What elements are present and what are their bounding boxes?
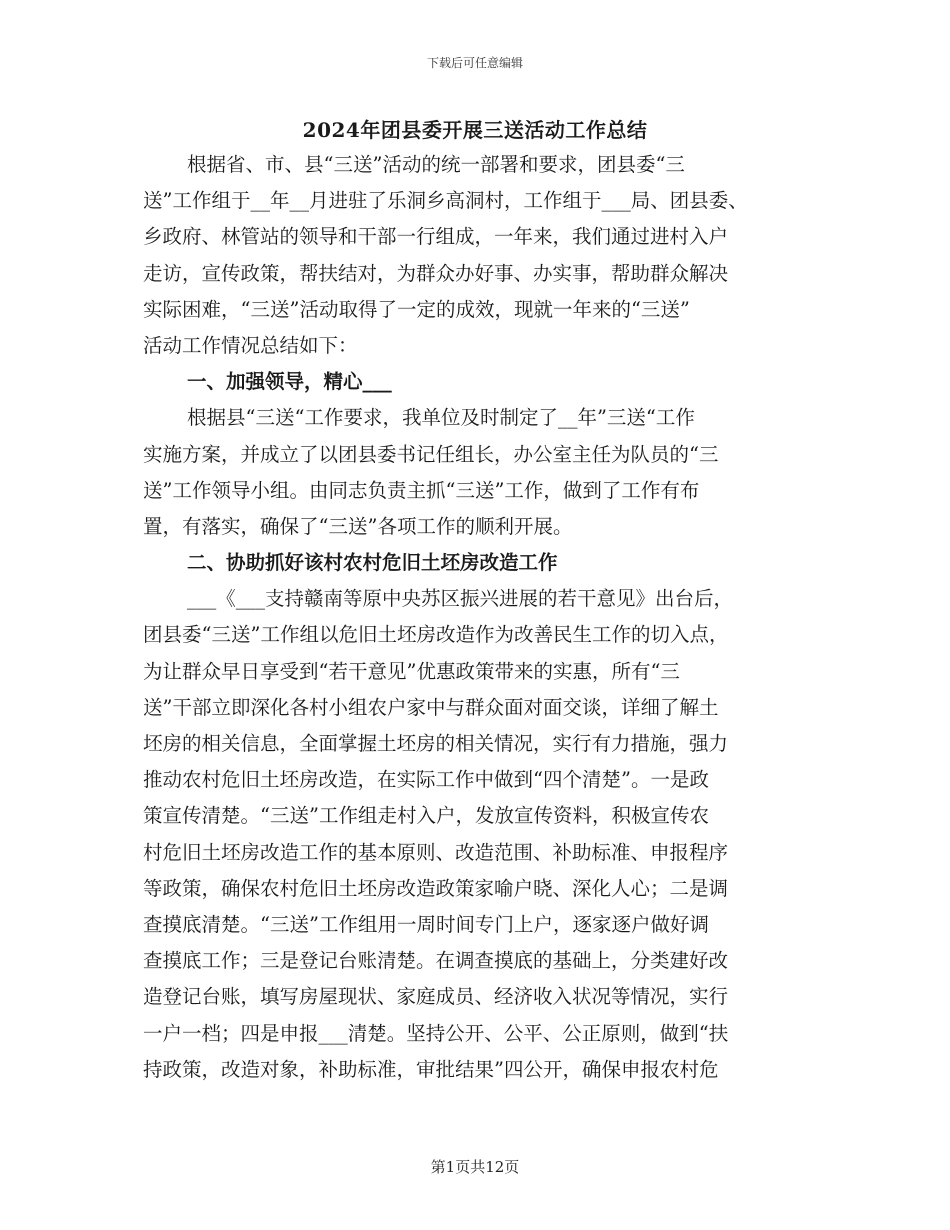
section-heading: 一、加强领导，精心___ [187,370,392,394]
paragraph-line: 乡政府、林管站的领导和干部一行组成，一年来，我们通过进村入户 [143,225,729,249]
paragraph-line: 根据县“三送“工作要求，我单位及时制定了__年”三送“工作 [187,406,695,430]
document-body [143,147,823,1088]
paragraph-line: 走访，宣传政策，帮扶结对，为群众办好事、办实事，帮助群众解决 [143,261,729,285]
paragraph-line: 坯房的相关信息，全面掌握土坯房的相关情况，实行有力措施，强力 [143,732,729,755]
section-heading: 二、协助抓好该村农村危旧土坯房改造工作 [187,551,558,575]
paragraph-line: 等政策，确保农村危旧土坯房改造政策家喻户晓、深化人心；二是调 [143,876,729,900]
paragraph-line: 为让群众早日享受到“若干意见”优惠政策带来的实惠，所有“三 [143,659,680,683]
document-title: 2024年团县委开展三送活动工作总结 [302,118,648,142]
paragraph-line: ___《___支持赣南等原中央苏区振兴进展的若干意见》出台后， [187,587,734,611]
paragraph-line: 查摸底清楚。“三送”工作组用一周时间专门上户，逐家逐户做好调 [143,912,709,936]
paragraph-line: 一户一档；四是申报___清楚。坚持公开、公平、公正原则，做到“扶 [143,1021,729,1045]
header-note: 下载后可任意编辑 [426,56,523,70]
paragraph-line: 查摸底工作；三是登记台账清楚。在调查摸底的基础上，分类建好改 [143,949,729,973]
paragraph-line: 置，有落实，确保了“三送”各项工作的顺利开展。 [143,514,573,538]
paragraph-line: 送”干部立即深化各村小组农户家中与群众面对面交谈，详细了解土 [143,695,719,719]
paragraph-line: 活动工作情况总结如下： [143,333,358,357]
paragraph-line: 推动农村危旧土坯房改造，在实际工作中做到“四个清楚”。一是政 [143,768,709,792]
paragraph-line: 送”工作组于__年__月进驻了乐洞乡高洞村，工作组于___局、团县委、 [143,189,748,213]
paragraph-line: 送”工作领导小组。由同志负责主抓“三送”工作，做到了工作有布 [143,478,700,502]
paragraph-line: 团县委“三送”工作组以危旧土坯房改造作为改善民生工作的切入点， [143,623,729,647]
paragraph-line: 根据省、市、县“三送”活动的统一部署和要求，团县委“三 [187,153,685,176]
paragraph-line: 造登记台账，填写房屋现状、家庭成员、经济收入状况等情况，实行 [143,985,729,1009]
paragraph-line: 实施方案，并成立了以团县委书记任组长，办公室主任为队员的“三 [143,442,719,466]
paragraph-line: 实际困难，“三送”活动取得了一定的成效，现就一年来的“三送” [143,297,690,321]
page-footer: 第1页共12页 [430,1158,520,1176]
paragraph-line: 策宣传清楚。“三送”工作组走村入户，发放宣传资料，积极宣传农 [143,804,709,828]
paragraph-line: 持政策，改造对象，补助标准，审批结果”四公开，确保申报农村危 [143,1057,719,1081]
paragraph-line: 村危旧土坯房改造工作的基本原则、改造范围、补助标准、申报程序 [143,840,729,864]
